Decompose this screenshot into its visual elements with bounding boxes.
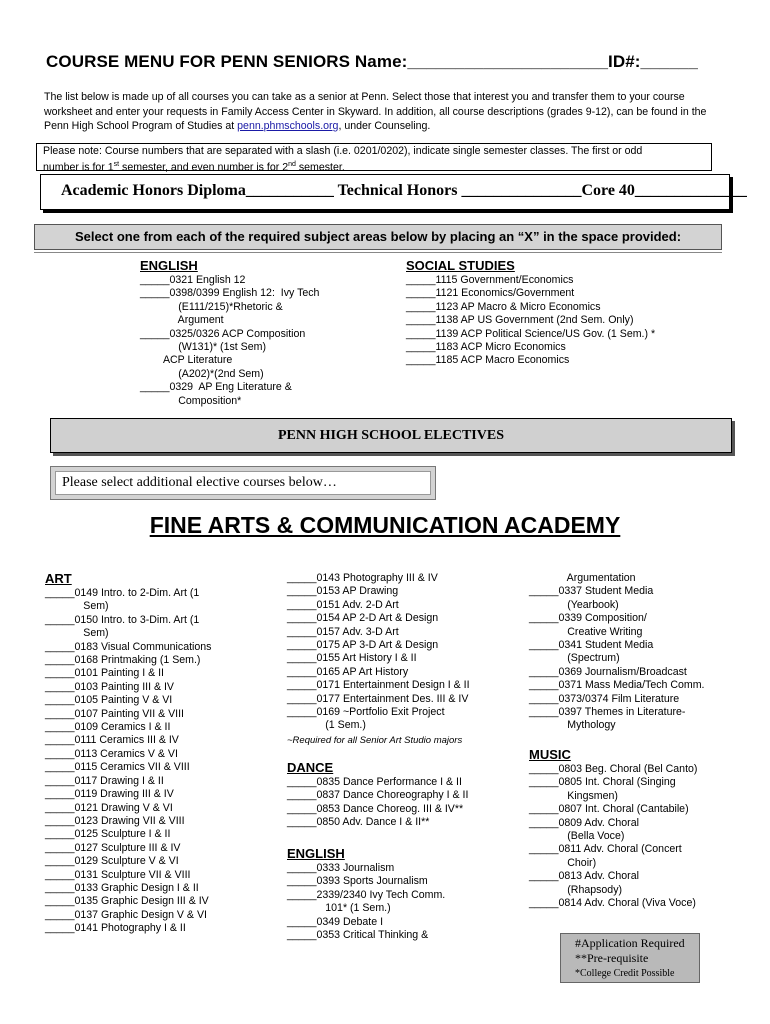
legend-box	[560, 933, 700, 983]
social-studies-section	[406, 258, 655, 368]
music-heading: MUSIC	[529, 747, 571, 762]
music-list[interactable]: _____0803 Beg. Choral (Bel Canto) _____0805 Int. Choral (Singing Kingsmen) _____0807 Int. Choral (Cantabile) _____0809 Adv. Choral (Bella Voce) _____0811 Adv. Choral (Concert Choir) _____0813 Adv. Choral (Rhapsody) _____0814 Adv. Choral (Viva Voce)	[529, 763, 698, 910]
electives-banner: PENN HIGH SCHOOL ELECTIVES	[50, 418, 732, 453]
dance-list[interactable]: _____0835 Dance Performance I & II _____0837 Dance Choreography I & II _____0853 Dance Choreog. III & IV** _____0850 Adv. Dance I & II**	[287, 776, 469, 829]
art-footnote: ~Required for all Senior Art Studio majors	[287, 734, 463, 746]
english-required-heading: ENGLISH	[140, 258, 198, 273]
english-elective-list[interactable]: _____0333 Journalism _____0393 Sports Journalism _____2339/2340 Ivy Tech Comm. 101* (1 Sem.) _____0349 Debate I _____0353 Critical Thinking &	[287, 862, 446, 942]
note-line-2: number is for 1st semester, and even number is for 2nd semester.	[43, 161, 345, 174]
english-required-list[interactable]: _____0321 English 12 _____0398/0399 English 12: Ivy Tech (E111/215)*Rhetoric & Argument _____0325/0326 ACP Composition (W131)* (1st Sem) ACP Literature (A202)*(2nd Sem) _____0329 AP Eng Literature & Composition*	[140, 274, 320, 407]
art-continued-list[interactable]: _____0143 Photography III & IV _____0153 AP Drawing _____0151 Adv. 2-D Art _____0154 AP 2-D Art & Design _____0157 Adv. 3-D Art _____0175 AP 3-D Art & Design _____0155 Art History I & II _____0165 AP Art History _____0171 Entertainment Design I & II _____0177 Entertainment Des. III & IV _____0169 ~Portfolio Exit Project (1 Sem.)	[287, 572, 470, 732]
note-line-1: Please note: Course numbers that are separated with a slash (i.e. 0201/0202), indicate single semester classes. The first or odd	[43, 145, 643, 157]
art-continued-section	[287, 572, 470, 746]
music-section	[529, 747, 697, 910]
legend-prerequisite: **Pre-requisite	[575, 951, 649, 965]
elective-prompt-box	[50, 466, 436, 500]
dance-heading: DANCE	[287, 760, 334, 775]
english-continued-section	[529, 572, 704, 733]
intro-paragraph	[44, 90, 734, 134]
semester-note	[36, 143, 712, 174]
english-required-section	[140, 258, 319, 408]
english-elective-heading: ENGLISH	[287, 846, 345, 861]
elective-prompt-text: Please select additional elective courses below…	[55, 471, 431, 495]
art-heading: ART	[45, 571, 72, 586]
diploma-selection-box[interactable]: Academic Honors Diploma___________ Technical Honors _______________Core 40______________	[40, 174, 730, 210]
legend-application: #Application Required	[575, 936, 685, 950]
intro-text: The list below is made up of all courses you can take as a senior at Penn. Select those that interest you and transfer them to your course worksheet and enter your requests in Family Access Center in Skyward. In addition, all course descriptions (grades 9-12), can be found in the Penn High School Program of Studies at	[44, 91, 707, 132]
academy-title: FINE ARTS & COMMUNICATION ACADEMY	[149, 512, 621, 538]
dance-section	[287, 760, 468, 830]
english-continued-list[interactable]: Argumentation _____0337 Student Media (Yearbook) _____0339 Composition/ Creative Writing _____0341 Student Media (Spectrum) _____0369 Journalism/Broadcast _____0371 Mass Media/Tech Comm. _____0373/0374 Film Literature _____0397 Themes in Literature- Mythology	[529, 572, 705, 732]
social-studies-list[interactable]: _____1115 Government/Economics _____1121 Economics/Government _____1123 AP Macro & Micro Economics _____1138 AP US Government (2nd Sem. Only) _____1139 ACP Political Science/US Gov. (1 Sem.) * _____1183 ACP Micro Economics _____1185 ACP Macro Economics	[406, 274, 656, 367]
intro-tail: , under Counseling.	[338, 120, 431, 132]
page-title: COURSE MENU FOR PENN SENIORS Name:_____________________ID#:______	[46, 52, 698, 71]
art-section	[45, 571, 211, 936]
social-studies-heading: SOCIAL STUDIES	[406, 258, 515, 273]
english-elective-section	[287, 846, 445, 942]
program-of-studies-link[interactable]: penn.phmschools.org	[237, 120, 339, 132]
required-subjects-banner: Select one from each of the required subject areas below by placing an “X” in the space provided:	[34, 224, 722, 250]
art-list[interactable]: _____0149 Intro. to 2-Dim. Art (1 Sem) _____0150 Intro. to 3-Dim. Art (1 Sem) _____0183 Visual Communications _____0168 Printmaking (1 Sem.) _____0101 Painting I & II _____0103 Painting III & IV _____0105 Painting V & VI _____0107 Painting VII & VIII _____0109 Ceramics I & II _____0111 Ceramics III & IV _____0113 Ceramics V & VI _____0115 Ceramics VII & VIII _____0117 Drawing I & II _____0119 Drawing III & IV _____0121 Drawing V & VI _____0123 Drawing VII & VIII _____0125 Sculpture I & II _____0127 Sculpture III & IV _____0129 Sculpture V & VI _____0131 Sculpture VII & VIII _____0133 Graphic Design I & II _____0135 Graphic Design III & IV _____0137 Graphic Design V & VI _____0141 Photography I & II	[45, 587, 212, 935]
legend-college-credit: *College Credit Possible	[575, 968, 675, 979]
